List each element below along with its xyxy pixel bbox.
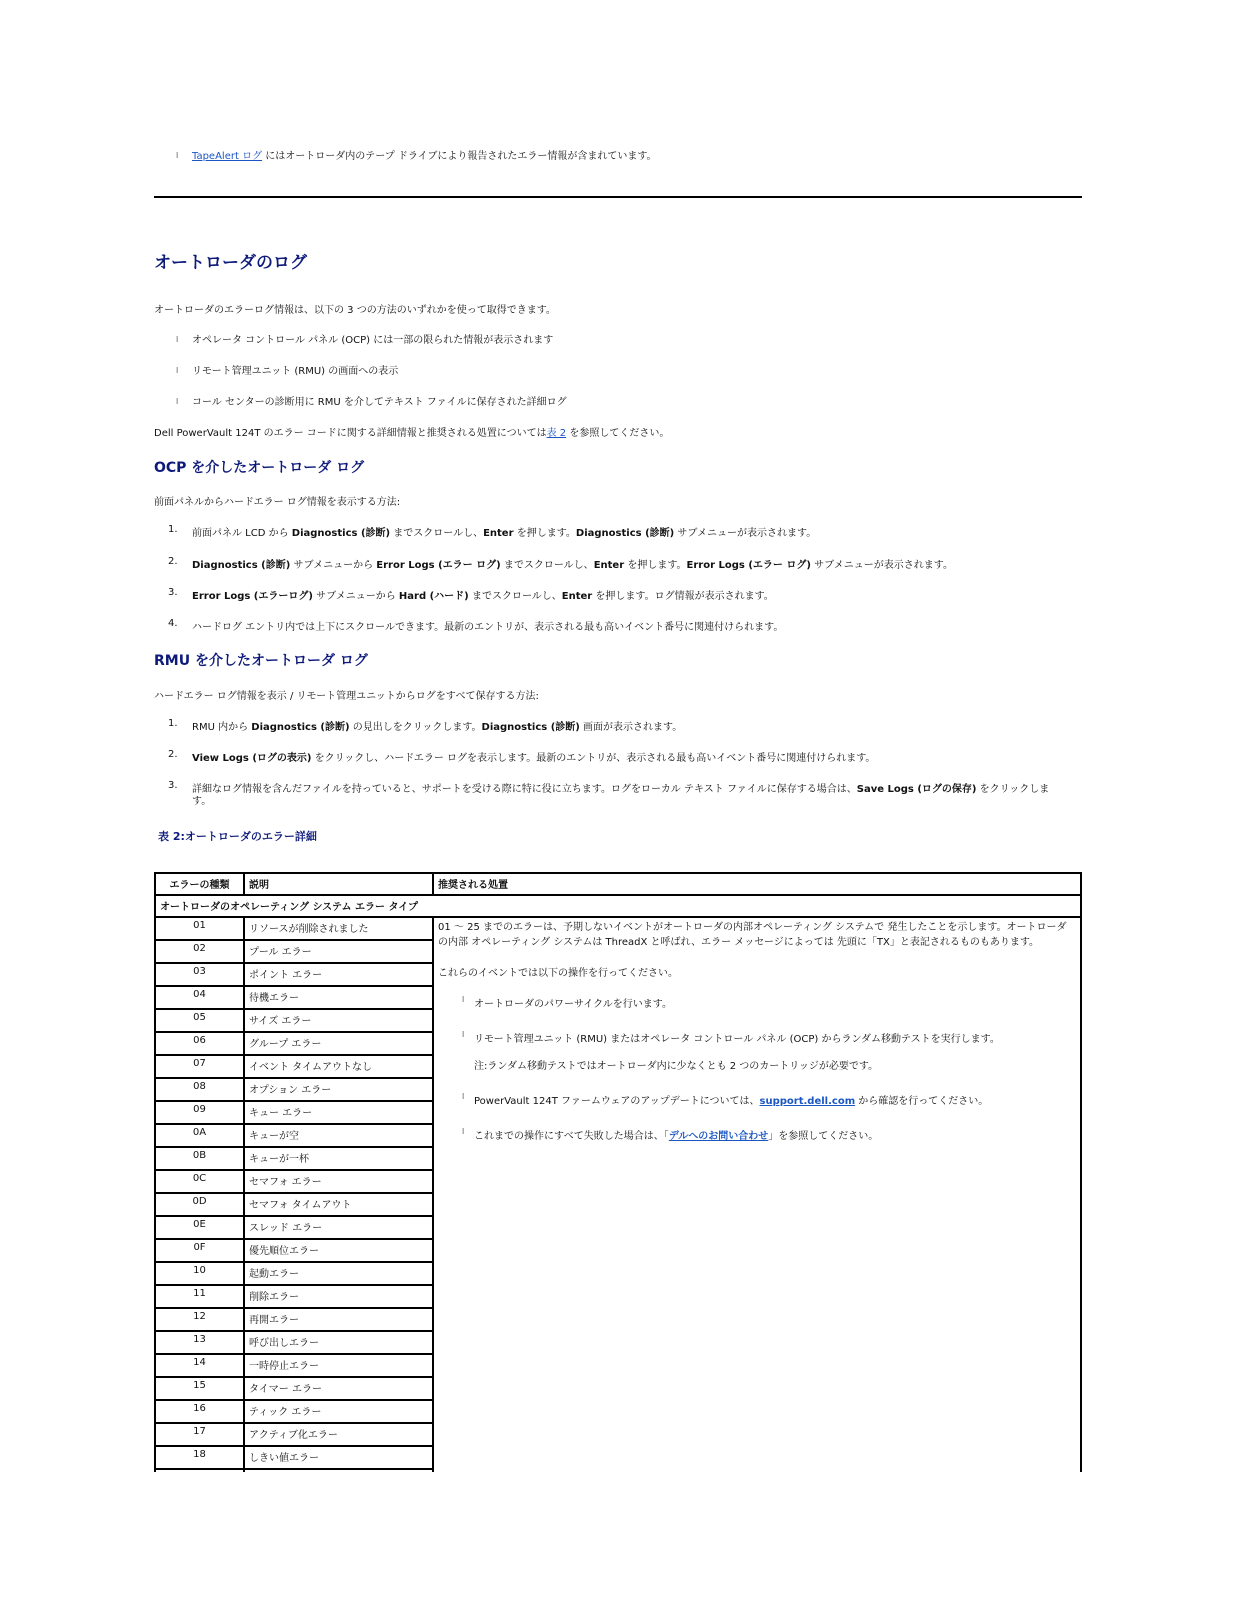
step-number: 1. — [168, 718, 178, 729]
column-header-action: 推奨される処置 — [433, 873, 1081, 895]
step-text: の見出しをクリックします。 — [349, 722, 482, 733]
action-bullet-text-end: 」を参照してください。 — [768, 1131, 879, 1142]
step-text: 画面が表示されます。 — [579, 722, 683, 733]
method-item: コール センターの診断用に RMU を介してテキスト ファイルに保存された詳細ログ — [192, 397, 567, 408]
error-description-cell: グループ エラー — [244, 1032, 433, 1055]
step-text: 前面パネル LCD から — [192, 528, 292, 539]
error-code-cell: 0A — [155, 1124, 244, 1147]
error-code-cell: 15 — [155, 1377, 244, 1400]
action-bullet-text: PowerVault 124T ファームウェアのアップデートについては、 — [474, 1096, 760, 1107]
action-paragraph: これらのイベントでは以下の操作を行ってください。 — [438, 968, 678, 979]
action-bullet-text: オートローダのパワーサイクルを行います。 — [474, 999, 672, 1010]
table-header-row — [155, 873, 1081, 895]
step-text: ハードログ エントリ内では上下にスクロールできます。最新のエントリが、表示される最も高いイベント番号に関連付けられます。 — [192, 622, 784, 633]
action-bullet-text-end: から確認を行ってください。 — [855, 1096, 989, 1107]
step-ui-term: Diagnostics (診断) — [481, 722, 580, 733]
error-details-table — [154, 872, 1082, 1472]
error-code-cell: 05 — [155, 1009, 244, 1032]
error-description-cell: サイズ エラー — [244, 1009, 433, 1032]
recommended-action — [438, 920, 1076, 1142]
rmu-step-1 — [192, 718, 682, 733]
error-description-cell: セマフォ タイムアウト — [244, 1193, 433, 1216]
error-description-cell: ティック エラー — [244, 1400, 433, 1423]
action-bullet — [438, 995, 1076, 1010]
step-ui-term: Diagnostics (診断) — [575, 528, 675, 539]
error-code-cell: 07 — [155, 1055, 244, 1078]
step-ui-term: Enter — [593, 560, 625, 571]
page-title: オートローダのログ — [154, 253, 307, 273]
rmu-intro: ハードエラー ログ情報を表示 / リモート管理ユニットからログをすべて保存する方法: — [154, 691, 539, 702]
ocp-intro: 前面パネルからハードエラー ログ情報を表示する方法: — [154, 497, 401, 508]
rmu-heading: RMU を介したオートローダ ログ — [154, 653, 368, 669]
step-ui-term: Error Logs (エラーログ) — [192, 591, 313, 602]
error-description-cell: キュー エラー — [244, 1101, 433, 1124]
tapealert-log-link[interactable]: TapeAlert ログ — [192, 151, 263, 162]
action-note: 注:ランダム移動テストではオートローダ内に少なくとも 2 つのカートリッジが必要です。 — [474, 1061, 879, 1072]
error-description-cell: 待機エラー — [244, 986, 433, 1009]
column-header-error-type: エラーの種類 — [155, 873, 244, 895]
step-ui-term: Diagnostics (診断) — [291, 528, 391, 539]
error-code-cell — [155, 1469, 244, 1472]
ocp-step-1 — [192, 524, 816, 539]
ocp-heading: OCP を介したオートローダ ログ — [154, 460, 365, 476]
step-ui-term: Hard (ハード) — [398, 591, 469, 602]
action-bullet — [438, 1127, 1076, 1142]
step-text: をクリックしま — [976, 784, 1050, 795]
bullet-marker: l — [462, 995, 465, 1004]
step-text: までスクロールし、 — [500, 560, 594, 571]
error-code-cell: 18 — [155, 1446, 244, 1469]
error-code-cell: 17 — [155, 1423, 244, 1446]
error-description-cell: 再開エラー — [244, 1308, 433, 1331]
table-caption: 表 2:オートローダのエラー詳細 — [158, 830, 317, 843]
section-row-label: オートローダのオペレーティング システム エラー タイプ — [155, 895, 1081, 917]
reference-text: Dell PowerVault 124T のエラー コードに関する詳細情報と推奨される処置については — [154, 428, 547, 439]
error-description-cell: アクティブ化エラー — [244, 1423, 433, 1446]
column-header-description: 説明 — [244, 873, 433, 895]
step-ui-term: Diagnostics (診断) — [192, 560, 291, 571]
error-description-cell: イベント タイムアウトなし — [244, 1055, 433, 1078]
table-row — [155, 917, 1081, 940]
step-number: 3. — [168, 587, 178, 598]
recommended-action-cell — [433, 917, 1081, 1472]
step-number: 2. — [168, 749, 178, 760]
error-code-cell: 0B — [155, 1147, 244, 1170]
step-text: を押します。 — [513, 528, 576, 539]
action-paragraph: 01 〜 25 までのエラーは、予期しないイベントがオートローダの内部オペレーティング システムで 発生したことを示します。オートローダの内部 オペレーティング システムは ThreadX と呼ばれ、エラー メッセージによっては 先頭に「TX」と表記されるものもあります。 — [438, 922, 1067, 948]
action-bullet — [438, 1092, 1076, 1107]
table-reference — [154, 424, 669, 439]
step-text: RMU 内から — [192, 722, 252, 733]
error-code-cell: 0E — [155, 1216, 244, 1239]
error-description-cell: セマフォ エラー — [244, 1170, 433, 1193]
step-text: までスクロールし、 — [390, 528, 484, 539]
error-code-cell: 0F — [155, 1239, 244, 1262]
action-bullet-text: これまでの操作にすべて失敗した場合は、「 — [474, 1131, 669, 1142]
bullet-marker: l — [462, 1030, 465, 1039]
error-description-cell — [244, 1469, 433, 1472]
rmu-step-2 — [192, 749, 875, 764]
ocp-step-3 — [192, 587, 774, 602]
error-code-cell: 14 — [155, 1354, 244, 1377]
error-description-cell: 優先順位エラー — [244, 1239, 433, 1262]
reference-text-end: を参照してください。 — [566, 428, 670, 439]
error-code-cell: 0C — [155, 1170, 244, 1193]
error-code-cell: 03 — [155, 963, 244, 986]
error-code-cell: 16 — [155, 1400, 244, 1423]
error-code-cell: 09 — [155, 1101, 244, 1124]
step-text: サブメニューが表示されます。 — [810, 560, 953, 571]
error-code-cell: 08 — [155, 1078, 244, 1101]
bullet-marker: l — [176, 397, 179, 406]
step-ui-term: Enter — [561, 591, 593, 602]
error-code-cell: 06 — [155, 1032, 244, 1055]
error-description-cell: しきい値エラー — [244, 1446, 433, 1469]
error-description-cell: オプション エラー — [244, 1078, 433, 1101]
step-text: サブメニューから — [290, 560, 377, 571]
step-text: をクリックし、ハードエラー ログを表示します。最新のエントリが、表示される最も高いイベント番号に関連付けられます。 — [311, 753, 876, 764]
step-number: 2. — [168, 556, 178, 567]
rmu-step-3-continuation: す。 — [192, 796, 212, 807]
step-text: 詳細なログ情報を含んだファイルを持っていると、サポートを受ける際に特に役に立ちます。ログをローカル テキスト ファイルに保存する場合は、 — [192, 784, 857, 795]
step-ui-term: Diagnostics (診断) — [251, 722, 350, 733]
error-code-cell: 04 — [155, 986, 244, 1009]
error-description-cell: 起動エラー — [244, 1262, 433, 1285]
action-bullet — [438, 1030, 1076, 1045]
step-ui-term: Enter — [483, 528, 514, 539]
error-code-cell: 10 — [155, 1262, 244, 1285]
step-number: 4. — [168, 618, 178, 629]
method-item: オペレータ コントロール パネル (OCP) には一部の限られた情報が表示されます — [192, 335, 554, 346]
step-text: を押します。 — [624, 560, 687, 571]
action-bullet-text: リモート管理ユニット (RMU) またはオペレータ コントロール パネル (OCP) からランダム移動テストを実行します。 — [474, 1034, 1000, 1045]
bullet-marker: l — [462, 1127, 465, 1136]
step-number: 1. — [168, 524, 178, 535]
step-text: までスクロールし、 — [468, 591, 562, 602]
bullet-marker: l — [176, 366, 179, 375]
step-text: を押します。ログ情報が表示されます。 — [592, 591, 774, 602]
error-code-cell: 13 — [155, 1331, 244, 1354]
section-intro: オートローダのエラーログ情報は、以下の 3 つの方法のいずれかを使って取得できます。 — [154, 305, 556, 316]
tapealert-item-text: にはオートローダ内のテープ ドライブにより報告されたエラー情報が含まれています。 — [262, 151, 657, 162]
bullet-marker: l — [176, 335, 179, 344]
step-ui-term: Error Logs (エラー ログ) — [686, 560, 811, 571]
step-text: サブメニューが表示されます。 — [674, 528, 817, 539]
error-description-cell: リソースが削除されました — [244, 917, 433, 940]
ocp-step-4 — [192, 618, 783, 633]
table2-link[interactable]: 表 2 — [546, 428, 567, 439]
error-description-cell: 呼び出しエラー — [244, 1331, 433, 1354]
error-code-cell: 02 — [155, 940, 244, 963]
support-dell-link[interactable]: support.dell.com — [759, 1096, 856, 1107]
method-item: リモート管理ユニット (RMU) の画面への表示 — [192, 366, 399, 377]
error-code-cell: 11 — [155, 1285, 244, 1308]
rmu-step-3 — [192, 780, 1049, 795]
horizontal-rule — [154, 196, 1082, 198]
error-description-cell: 一時停止エラー — [244, 1354, 433, 1377]
step-ui-term: Error Logs (エラー ログ) — [376, 560, 501, 571]
error-code-cell: 0D — [155, 1193, 244, 1216]
error-description-cell: プール エラー — [244, 940, 433, 963]
bullet-marker: l — [176, 151, 179, 160]
error-description-cell: キューが空 — [244, 1124, 433, 1147]
error-code-cell: 01 — [155, 917, 244, 940]
tapealert-item — [192, 147, 657, 162]
error-description-cell: キューが一杯 — [244, 1147, 433, 1170]
error-description-cell: ポイント エラー — [244, 963, 433, 986]
error-description-cell: タイマー エラー — [244, 1377, 433, 1400]
bullet-marker: l — [462, 1092, 465, 1101]
error-description-cell: 削除エラー — [244, 1285, 433, 1308]
step-text: サブメニューから — [312, 591, 399, 602]
step-number: 3. — [168, 780, 178, 791]
step-ui-term: Save Logs (ログの保存) — [856, 784, 977, 795]
section-row — [155, 895, 1081, 917]
error-description-cell: スレッド エラー — [244, 1216, 433, 1239]
contact-dell-link[interactable]: デルへのお問い合わせ — [668, 1131, 769, 1142]
error-code-cell: 12 — [155, 1308, 244, 1331]
ocp-step-2 — [192, 556, 953, 571]
step-ui-term: View Logs (ログの表示) — [192, 753, 312, 764]
